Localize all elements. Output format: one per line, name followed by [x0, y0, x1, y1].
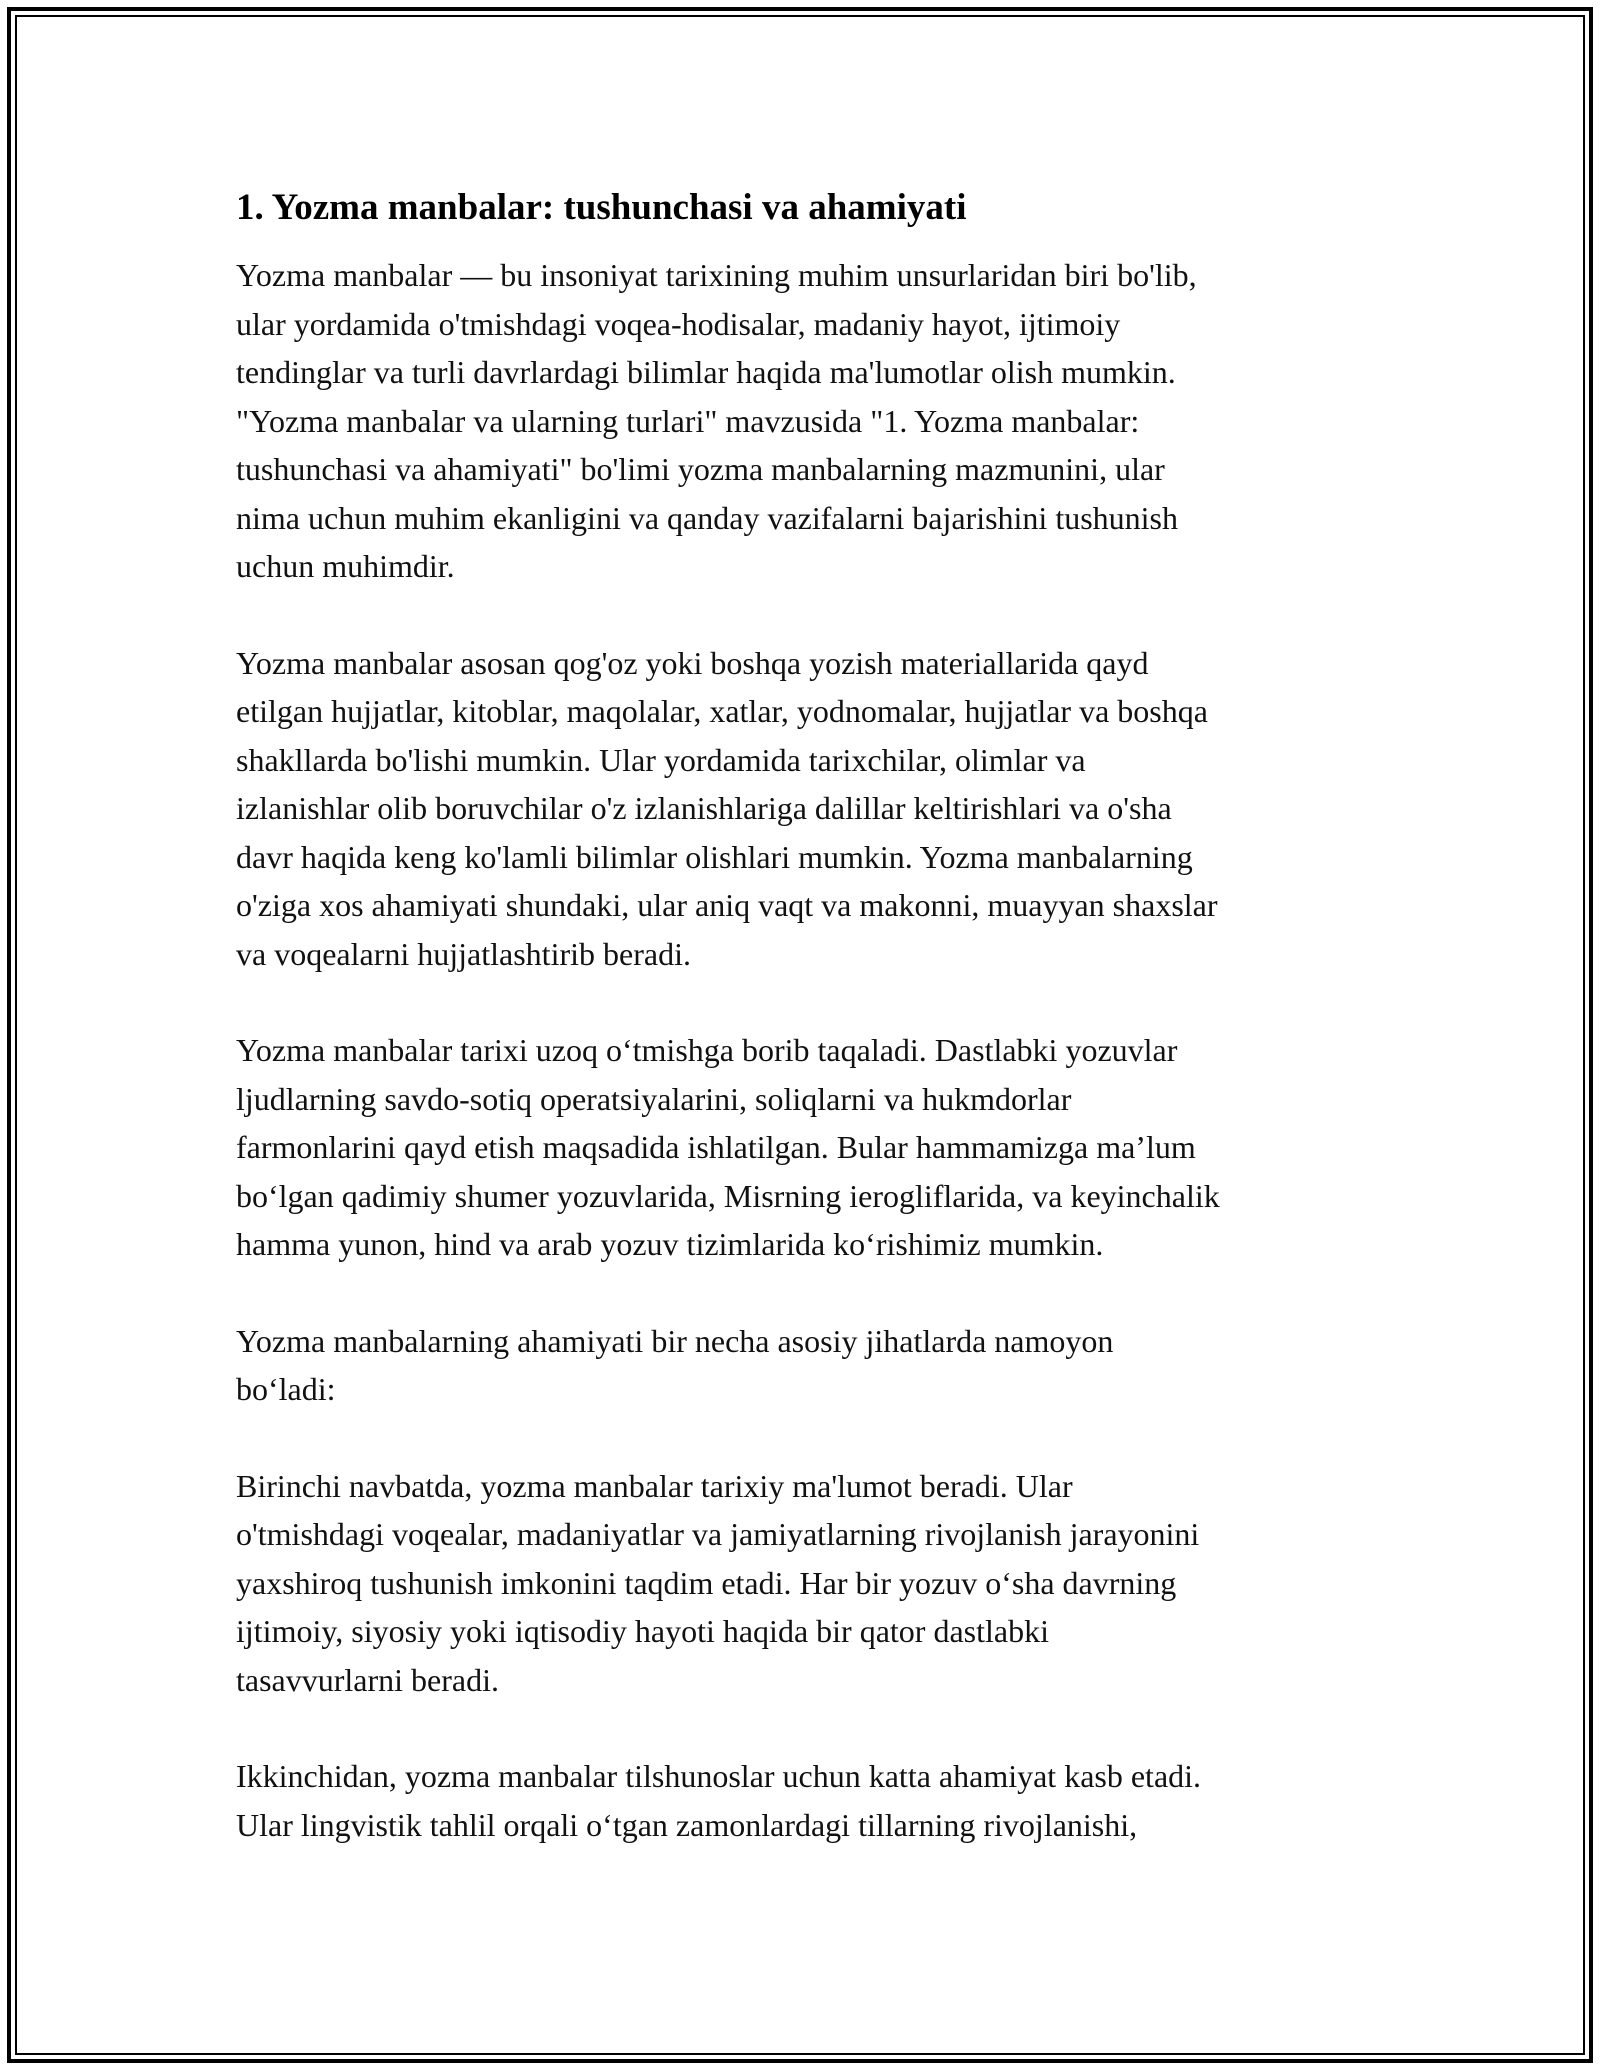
text-line: "Yozma manbalar va ularning turlari" mavzusida "1. Yozma manbalar:: [236, 402, 1140, 439]
text-line: ijtimoiy, siyosiy yoki iqtisodiy hayoti haqida bir qator dastlabki: [236, 1613, 1049, 1649]
text-line: hamma yunon, hind va arab yozuv tizimlarida ko‘rishimiz mumkin.: [236, 1226, 1104, 1262]
text-line: o'tmishdagi voqealar, madaniyatlar va jamiyatlarning rivojlanish jarayonini: [236, 1516, 1200, 1552]
text-line: Yozma manbalar tarixi uzoq o‘tmishga borib taqaladi. Dastlabki yozuvlar: [236, 1032, 1178, 1068]
paragraph-3: [236, 1026, 1376, 1269]
text-line: bo‘lgan qadimiy shumer yozuvlarida, Misrning ierogliflarida, va keyinchalik: [236, 1177, 1220, 1214]
text-line: nima uchun muhim ekanligini va qanday vazifalarni bajarishini tushunish: [236, 499, 1178, 536]
paragraph-4: [236, 1317, 1376, 1414]
text-line: o'ziga xos ahamiyati shundaki, ular aniq vaqt va makonni, muayyan shaxslar: [236, 887, 1218, 923]
text-line: etilgan hujjatlar, kitoblar, maqolalar, xatlar, yodnomalar, hujjatlar va boshqa: [236, 693, 1208, 729]
text-line: tendinglar va turli davrlardagi bilimlar haqida ma'lumotlar olish mumkin.: [236, 354, 1176, 390]
text-line: ljudlarning savdo-sotiq operatsiyalarini, soliqlarni va hukmdorlar: [236, 1080, 1072, 1117]
text-line: bo‘ladi:: [236, 1371, 336, 1407]
text-line: uchun muhimdir.: [236, 548, 455, 584]
text-line: yaxshiroq tushunish imkonini taqdim etadi. Har bir yozuv o‘sha davrning: [236, 1564, 1177, 1601]
text-line: va voqealarni hujjatlashtirib beradi.: [236, 935, 691, 972]
text-line: tasavvurlarni beradi.: [236, 1661, 499, 1698]
text-line: Yozma manbalar asosan qog'oz yoki boshqa yozish materiallarida qayd: [236, 644, 1149, 681]
text-line: davr haqida keng ko'lamli bilimlar olishlari mumkin. Yozma manbalarning: [236, 838, 1193, 875]
text-line: farmonlarini qayd etish maqsadida ishlatilgan. Bular hammamizga ma’lum: [236, 1129, 1196, 1165]
text-line: Yozma manbalarning ahamiyati bir necha asosiy jihatlarda namoyon: [236, 1322, 1114, 1359]
paragraph-6: [236, 1752, 1376, 1849]
paragraph-5: [236, 1462, 1376, 1705]
document-body: [236, 185, 1376, 1897]
paragraph-2: [236, 639, 1376, 979]
text-line: tushunchasi va ahamiyati" bo'limi yozma manbalarning mazmunini, ular: [236, 451, 1165, 487]
text-line: ular yordamida o'tmishdagi voqea-hodisalar, madaniy hayot, ijtimoiy: [236, 305, 1121, 342]
text-line: Birinchi navbatda, yozma manbalar tarixiy ma'lumot beradi. Ular: [236, 1467, 1073, 1504]
section-heading: 1. Yozma manbalar: tushunchasi va ahamiyati: [236, 187, 967, 228]
text-line: Ular lingvistik tahlil orqali o‘tgan zamonlardagi tillarning rivojlanishi,: [236, 1806, 1138, 1843]
paragraph-1: [236, 251, 1376, 591]
text-line: Yozma manbalar — bu insoniyat tarixining muhim unsurlaridan biri bo'lib,: [236, 257, 1197, 293]
text-line: izlanishlar olib boruvchilar o'z izlanishlariga dalillar keltirishlari va o'sha: [236, 790, 1172, 826]
text-line: shakllarda bo'lishi mumkin. Ular yordamida tarixchilar, olimlar va: [236, 741, 1086, 778]
text-line: Ikkinchidan, yozma manbalar tilshunoslar uchun katta ahamiyat kasb etadi.: [236, 1758, 1202, 1794]
